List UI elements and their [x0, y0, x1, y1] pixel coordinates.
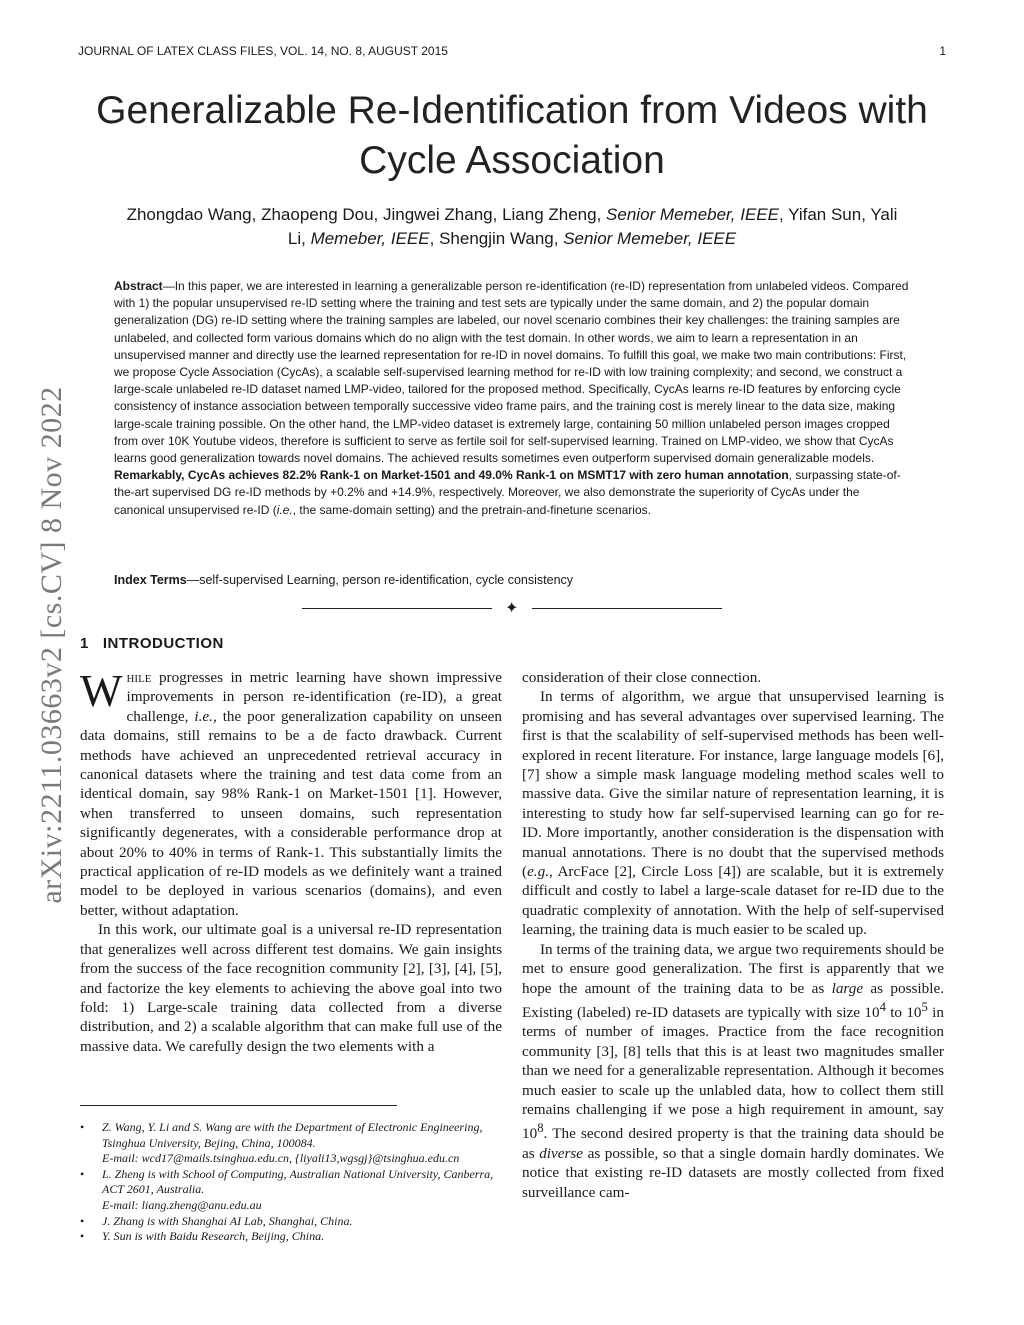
italic-ie: i.e. [194, 707, 213, 725]
footnote-item [80, 1214, 504, 1230]
divider-line-right [532, 608, 722, 609]
index-terms-label: Index Terms [114, 573, 187, 587]
section-number: 1 [80, 635, 89, 652]
section-divider [302, 601, 722, 617]
italic-large: large [831, 979, 864, 997]
small-caps-lead: hile [126, 669, 152, 686]
left-column [80, 666, 506, 1056]
authors-part-1: Zhongdao Wang, Zhaopeng Dou, Jingwei Zhang, Liang Zheng, [126, 205, 607, 224]
paragraph-text: In this work, our ultimate goal is a universal re-ID representation that generalizes well across different test domains. We gain insights from the success of the face recognition community [2], [3], [4], [5], and factorize the key elements to achieving the above goal into two fold: 1) Large-scale training data collected from a diverse distribution, and 2) a scalable algorithm that can make full use of the massive data. We carefully design the two elements with a [80, 921, 506, 1055]
divider-line-left [302, 608, 492, 609]
paragraph-text: , ArcFace [2], Circle Loss [4]) are scalable, but it is extremely difficult and costly to label a large-scale dataset for re-ID due to the quadratic complexity of annotation. With the help of self-supervised learning, the training data is much easier to be scaled up. [522, 863, 948, 939]
italic-eg: e.g. [527, 863, 549, 881]
footnote-text: J. Zhang is with Shanghai AI Lab, Shanghai, China. [102, 1213, 353, 1228]
title-line-2: Cycle Association [359, 139, 665, 182]
abstract-text-3: , the same-domain setting) and the pretrain-and-finetune scenarios. [292, 502, 651, 517]
footnote-item [80, 1229, 504, 1245]
paragraph-text: as possible. Existing (labeled) re-ID datasets are typically with size 10 [522, 979, 948, 1021]
bullet-icon: • [80, 1229, 85, 1244]
paragraph [522, 940, 948, 1202]
paragraph-text: , the poor generalization capability on unseen data domains, still remains to be a de facto drawback. Current methods have achieved an unprecedented retrieval accuracy in canonical datasets where the training and test data come from an identical domain, say 98% Rank-1 on Market-1501 [1]. However, when transferred to unseen domains, such representation significantly degenerates, with a considerable performance drop at about 20% to 40% in terms of Rank-1. This substantially limits the practical application of re-ID models as we definitely want a trained model to be deployed in various scenarios (domains), and even better, without adaptation. [80, 707, 506, 919]
divider-ornament-icon: ✦ [505, 600, 519, 617]
section-heading [80, 635, 224, 652]
footnote-item [80, 1167, 504, 1214]
page-number: 1 [939, 44, 946, 58]
arxiv-stamp: arXiv:2211.03663v2 [cs.CV] 8 Nov 2022 [35, 386, 68, 904]
running-head [78, 44, 946, 58]
authors-part-2: , Yifan Sun, Yali [778, 205, 898, 224]
index-terms [114, 573, 911, 587]
paragraph-text: to 10 [885, 1003, 922, 1021]
paragraph-text: In terms of algorithm, we argue that unsupervised learning is promising and has several advantages over supervised learning. The first is that the scalability of self-supervised methods has been well-explored in recent literature. For instance, large language models [6], [7] show a simple mask language modeling method scales well to massive data. Give the similar nature of representation learning, it is interesting to study how far self-supervised learning can go for re-ID. More importantly, another consideration is the dispensation with manual annotations. There is no doubt that the supervised methods ( [522, 688, 948, 881]
title-line-1: Generalizable Re-Identification from Videos with [96, 89, 928, 132]
author-role-3: Senior Memeber, IEEE [563, 229, 737, 248]
paragraph [522, 687, 948, 939]
drop-cap: W [80, 666, 123, 716]
paragraph [522, 668, 944, 687]
paragraph-text: as possible, so that a single domain hardly dominates. We notice that existing re-ID datasets are mostly collected from fixed surveillance cam- [522, 1144, 948, 1201]
footnotes [80, 1120, 504, 1245]
paragraph-text: In terms of the training data, we argue two requirements should be met to ensure good generalization. The first is apparently that we hope the amount of the training data to be as [522, 940, 948, 997]
footnote-text: Y. Sun is with Baidu Research, Beijing, China. [102, 1229, 325, 1244]
footnote-item [80, 1120, 504, 1167]
abstract-label: Abstract [114, 279, 163, 293]
italic-diverse: diverse [539, 1144, 584, 1162]
paragraph [80, 666, 506, 920]
paragraph-text: . The second desired property is that the training data should be as [522, 1125, 948, 1162]
exponent: 8 [537, 1121, 544, 1136]
paragraph-text: consideration of their close connection. [522, 669, 762, 686]
footnote-rule [80, 1105, 397, 1106]
paragraph-text: progresses in metric learning have shown impressive improvements in person re-identification (re-ID), a great challenge, [126, 669, 506, 725]
bullet-icon: • [80, 1213, 85, 1228]
abstract [114, 278, 911, 519]
author-list [84, 203, 940, 251]
bullet-icon: • [80, 1166, 85, 1181]
footnote-text: L. Zheng is with School of Computing, Australian National University, Canberra, ACT 2601, Australia. E-mail: liang.zheng@anu.edu.au [102, 1166, 494, 1212]
author-role-2: Memeber, IEEE [310, 229, 430, 248]
abstract-ie: i.e. [276, 502, 293, 517]
authors-part-3: Li, [287, 229, 311, 248]
section-title: INTRODUCTION [102, 635, 224, 652]
index-terms-text: —self-supervised Learning, person re-identification, cycle consistency [186, 573, 574, 587]
abstract-highlight: Remarkably, CycAs achieves 82.2% Rank-1 on Market-1501 and 49.0% Rank-1 on MSMT17 with zero human annotation [114, 468, 789, 483]
footnote-text: Z. Wang, Y. Li and S. Wang are with the Department of Electronic Engineering, Tsinghua University, Bejing, China, 100084. E-mail: wcd17@mails.tsinghua.edu.cn, {liyali13,wgsgj}@tsinghua.edu.cn [102, 1120, 483, 1166]
exponent: 5 [921, 999, 928, 1014]
bullet-icon: • [80, 1120, 85, 1134]
authors-part-4: , Shengjin Wang, [429, 229, 564, 248]
exponent: 4 [879, 999, 886, 1014]
paragraph-text: in terms of number of images. Practice from the face recognition community [3], [8] tells that this is at least two magnitudes smaller than we need for a generalizable representation. Although it becomes much easier to scale up the unlabled data, how to collect them still remains challenging if we pose a high requirement in amount, say 10 [522, 1003, 948, 1143]
author-role-1: Senior Memeber, IEEE [606, 205, 779, 224]
journal-name: JOURNAL OF LATEX CLASS FILES, VOL. 14, NO. 8, AUGUST 2015 [78, 44, 448, 58]
paragraph [80, 920, 506, 1056]
abstract-text-2: , surpassing state-of-the-art supervised DG re-ID methods by +0.2% and +14.9%, respectively. Moreover, we also demonstrate the superiority of CycAs under the canonical unsupervised re-ID ( [114, 468, 901, 517]
paper-title [60, 86, 964, 186]
right-column [522, 668, 948, 1202]
abstract-text-1: —In this paper, we are interested in learning a generalizable person re-identification (re-ID) representation from unlabeled videos. Compared with 1) the popular unsupervised re-ID setting where the training and test sets are typically under the same domain, and 2) the popular domain generalization (DG) re-ID setting where the training samples are labeled, our novel scenario combines their key challenges: the training samples are unlabeled, and collected form various domains which do no align with the test domain. In other words, we aim to learn a representation in an unsupervised manner and directly use the learned representation for re-ID in novel domains. To fulfill this goal, we make two main contributions: First, we propose Cycle Association (CycAs), a scalable self-supervised learning method for re-ID with low training complexity; and second, we construct a large-scale unlabeled re-ID dataset named LMP-video, tailored for the proposed method. Specifically, CycAs learns re-ID features by enforcing cycle consistency of instance association between temporally successive video frame pairs, and the training cost is merely linear to the data size, making large-scale training possible. On the other hand, the LMP-video dataset is extremely large, containing 50 million unlabeled person images cropped from over 10K Youtube videos, therefore is sufficient to serve as fertile soil for self-supervised learning. Trained on LMP-video, we show that CycAs learns good generalization towards novel domains. The achieved results sometimes even outperform supervised domain generalizable models. [114, 279, 912, 466]
